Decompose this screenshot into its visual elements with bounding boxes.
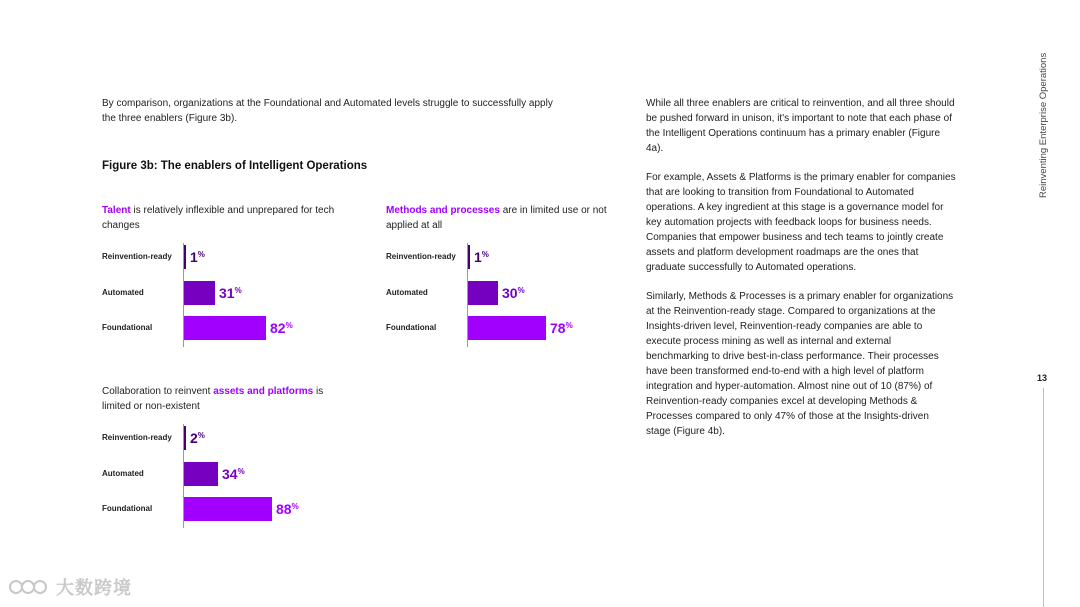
chart-rows bbox=[102, 241, 342, 347]
bar-category-label: Foundational bbox=[102, 323, 153, 332]
watermark bbox=[8, 574, 132, 600]
bar-row bbox=[102, 426, 342, 450]
bar-value-label: 1% bbox=[190, 249, 205, 265]
section-side-title: Reinventing Enterprise Operations bbox=[1038, 52, 1049, 198]
paragraph-enablers: While all three enablers are critical to reinvention, and all three should be pushed forward in unison, it's important to note that each phase of the Intelligent Operations continuum has a primary enabler (Figure 4a). bbox=[646, 98, 955, 154]
bar-value-label: 2% bbox=[190, 430, 205, 446]
chart-rows bbox=[386, 241, 626, 347]
chart-caption bbox=[102, 203, 342, 235]
bar bbox=[184, 245, 186, 269]
bar-value-label: 34% bbox=[222, 466, 245, 482]
bar-value-label: 88% bbox=[276, 501, 299, 517]
bar-row bbox=[102, 281, 342, 305]
bar-category-label: Reinvention-ready bbox=[102, 252, 172, 261]
bar-category-label: Automated bbox=[102, 288, 144, 297]
chart-methods-processes bbox=[386, 203, 626, 347]
chart-caption bbox=[386, 203, 626, 235]
bar-row bbox=[102, 316, 342, 340]
bar-row bbox=[102, 497, 342, 521]
bar bbox=[184, 426, 186, 450]
paragraph-methods-processes: Similarly, Methods & Processes is a primary enabler for organizations at the Reinvention-ready stage. Compared to organizations at the Insights-driven level, Reinvention-ready companies are able to execute process mining as well as internal and external benchmarking to drive best-in-class performance. Their processes have been transformed end-to-end with a high level of platform integration and hyper-automation. Almost nine out of 10 (87%) of Reinvention-ready companies excel at developing Methods & Processes compared to only 47% of those at the Insights-driven stage (Figure 4b). bbox=[646, 291, 954, 437]
bar-category-label: Automated bbox=[102, 469, 144, 478]
bar-category-label: Foundational bbox=[386, 323, 437, 332]
bar-category-label: Automated bbox=[386, 288, 428, 297]
bar bbox=[468, 316, 546, 340]
bar-row bbox=[386, 245, 626, 269]
bar-value-label: 78% bbox=[550, 320, 573, 336]
bar bbox=[184, 316, 266, 340]
chart-caption bbox=[102, 384, 342, 416]
bar-row bbox=[386, 316, 626, 340]
bar bbox=[468, 245, 470, 269]
brand-logo-icon bbox=[8, 576, 52, 598]
chart-rows bbox=[102, 422, 342, 528]
caption-text: is relatively inflexible and unprepared for tech changes bbox=[102, 205, 335, 231]
bar bbox=[184, 281, 215, 305]
right-column bbox=[646, 96, 956, 453]
bar-category-label: Reinvention-ready bbox=[102, 433, 172, 442]
caption-text: is limited or non-existent bbox=[102, 386, 324, 412]
intro-paragraph: By comparison, organizations at the Foundational and Automated levels struggle to successfully apply the three enablers (Figure 3b). bbox=[102, 98, 553, 124]
page-number: 13 bbox=[1037, 373, 1048, 383]
caption-text: Collaboration to reinvent bbox=[102, 386, 214, 397]
paragraph-assets-platforms: For example, Assets & Platforms is the primary enabler for companies that are looking to transition from Foundational to Automated operations. A key ingredient at this stage is a governance model for key automation projects with feedback loops for business needs. Companies that empower business and tech teams to jointly create assets and platform development roadmaps are the ones that graduate successfully to Automated operations. bbox=[646, 172, 956, 273]
caption-highlight: assets and platforms bbox=[213, 386, 314, 397]
bar bbox=[184, 497, 272, 521]
caption-highlight: Talent bbox=[102, 205, 131, 216]
bar bbox=[468, 281, 498, 305]
side-divider bbox=[1043, 388, 1044, 607]
bar-row bbox=[102, 462, 342, 486]
bar-value-label: 1% bbox=[474, 249, 489, 265]
caption-text: are in limited use or not applied at all bbox=[386, 205, 607, 231]
chart-talent bbox=[102, 203, 342, 347]
figure-title: Figure 3b: The enablers of Intelligent Operations bbox=[102, 160, 368, 172]
bar-value-label: 82% bbox=[270, 320, 293, 336]
bar-category-label: Foundational bbox=[102, 504, 153, 513]
watermark-text: 大数跨境 bbox=[56, 578, 132, 598]
bar-row bbox=[386, 281, 626, 305]
bar-row bbox=[102, 245, 342, 269]
chart-assets-platforms bbox=[102, 384, 342, 528]
bar-value-label: 31% bbox=[219, 285, 242, 301]
bar-value-label: 30% bbox=[502, 285, 525, 301]
bar bbox=[184, 462, 218, 486]
caption-highlight: Methods and processes bbox=[386, 205, 500, 216]
bar-category-label: Reinvention-ready bbox=[386, 252, 456, 261]
